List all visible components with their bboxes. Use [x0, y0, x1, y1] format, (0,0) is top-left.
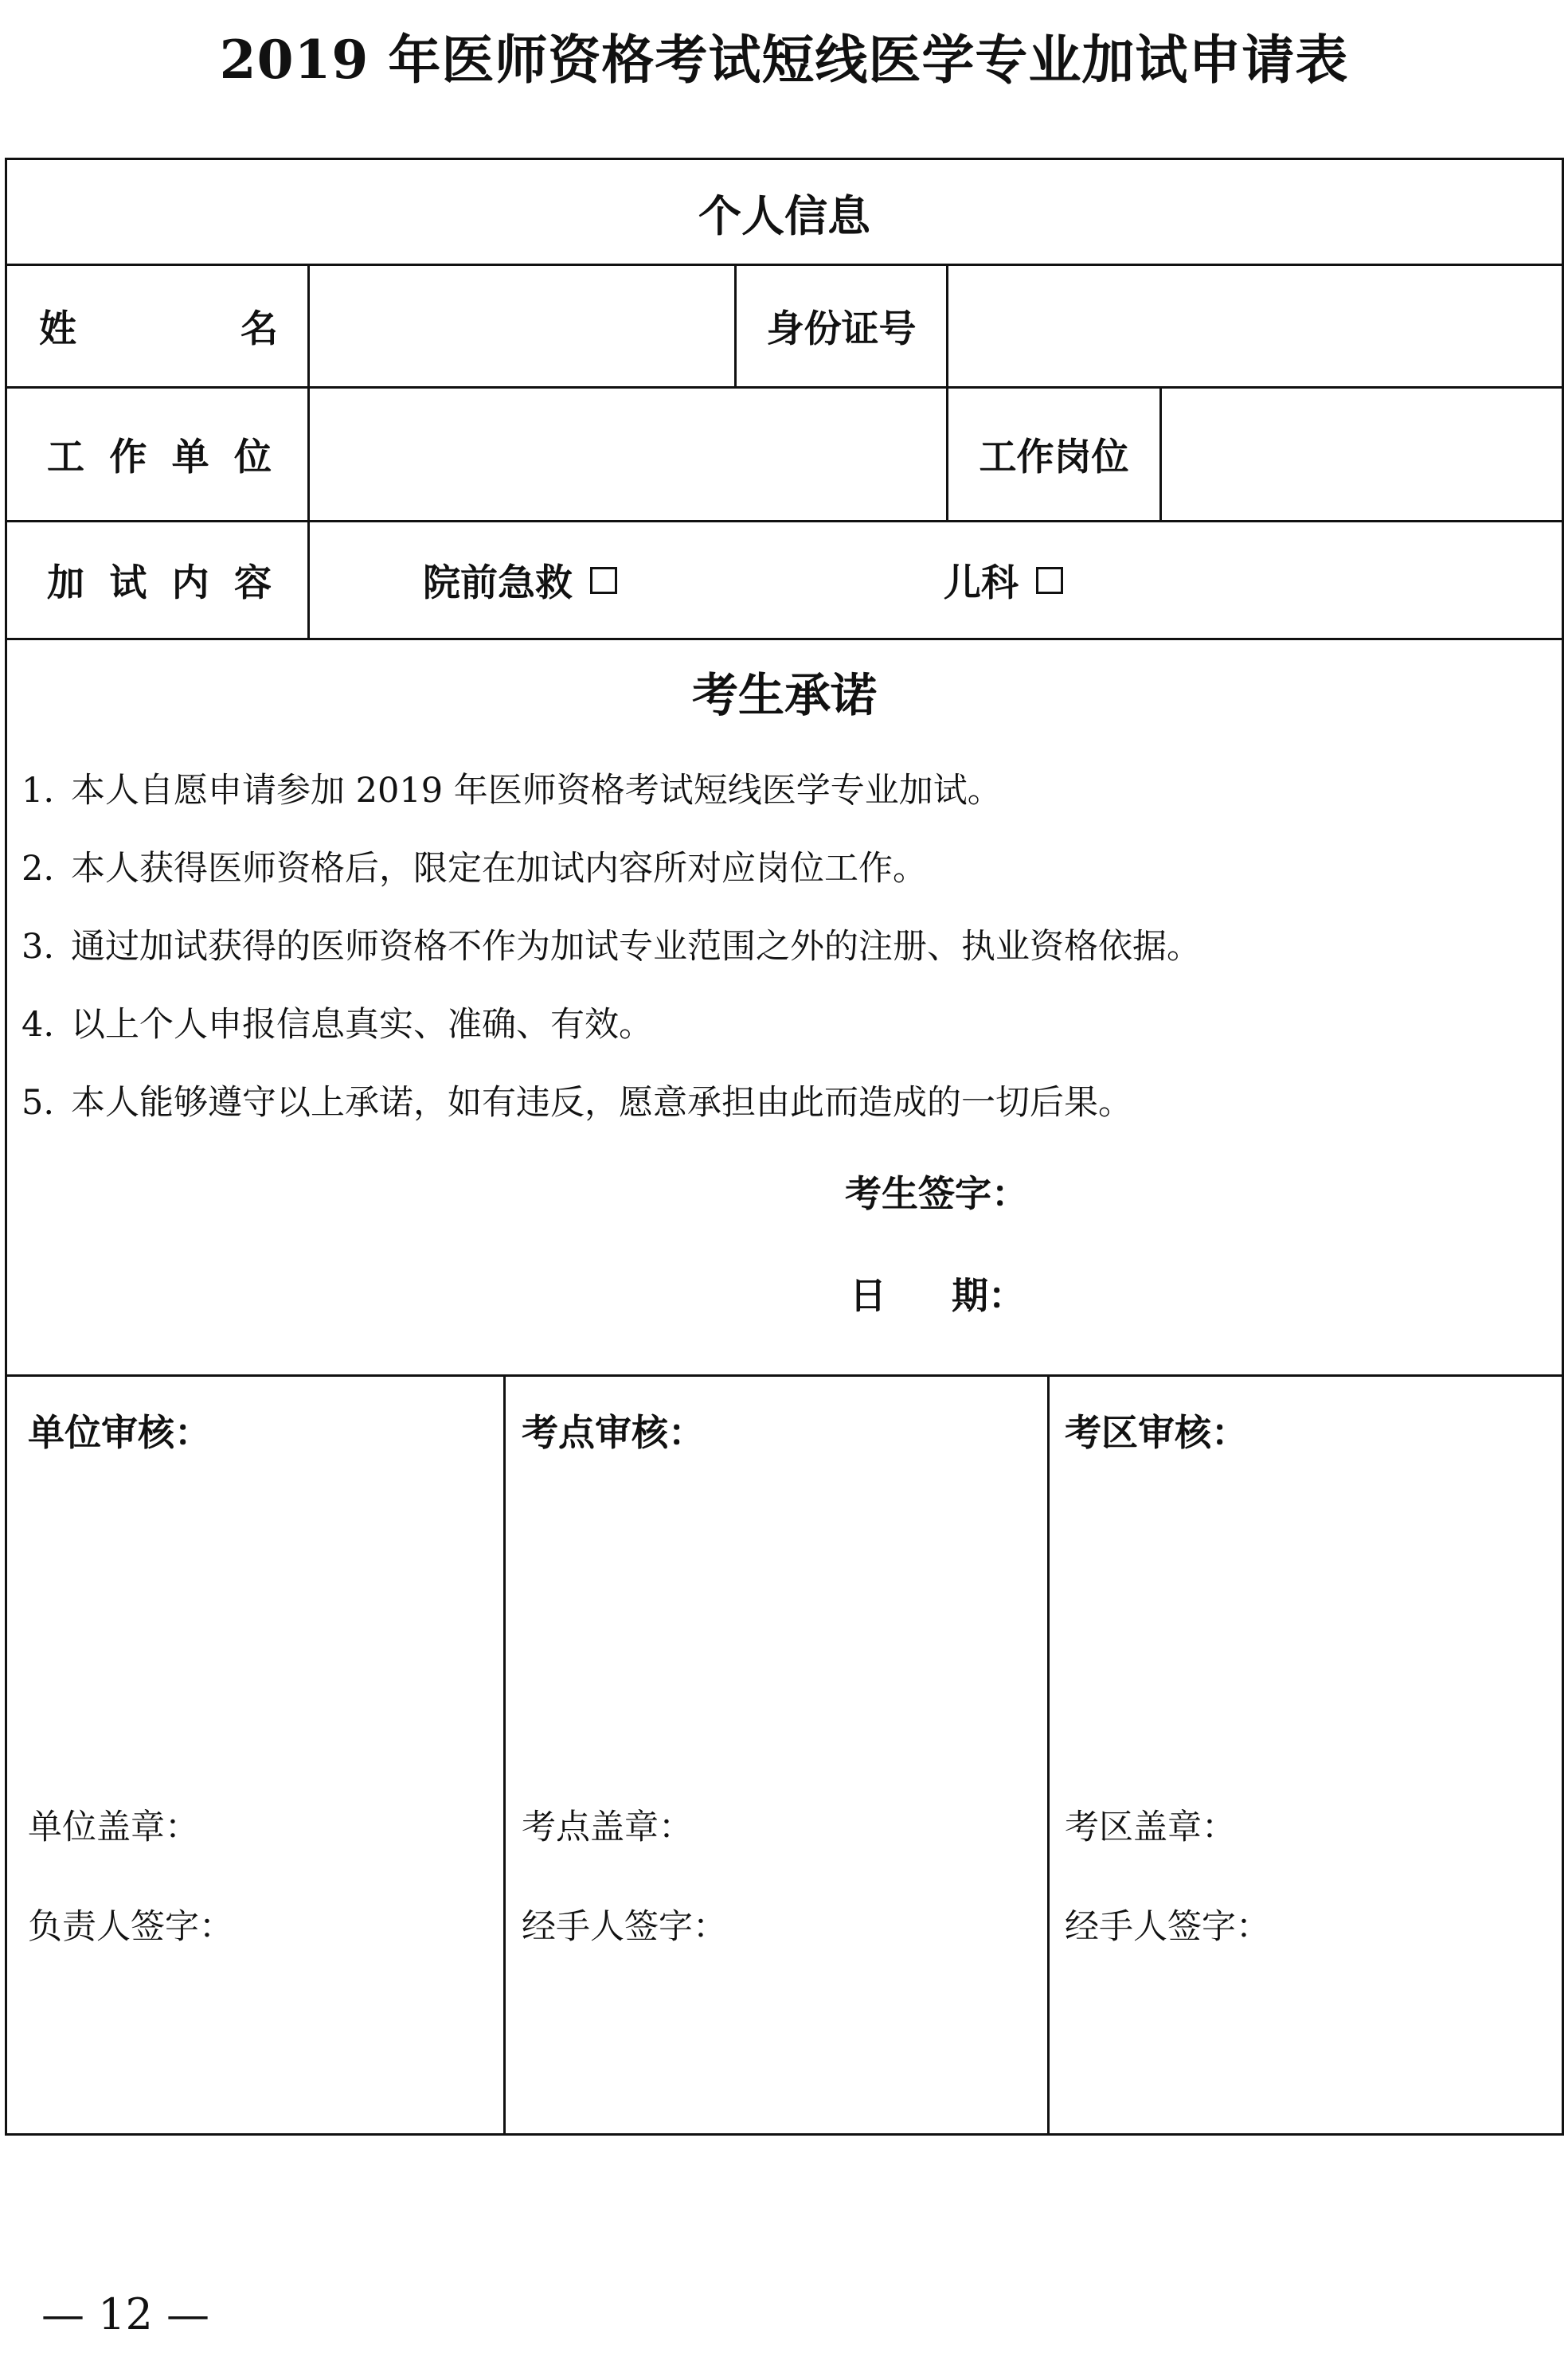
work-unit-label [47, 389, 272, 520]
work-unit-label-char: 工 [47, 436, 84, 479]
pledge-item [22, 998, 653, 1046]
column-divider [1047, 1374, 1050, 2136]
date-label [850, 1267, 1025, 1319]
option-emergency[interactable] [423, 522, 617, 638]
checkbox-pediatrics[interactable] [1036, 567, 1063, 594]
candidate-signature-label: 考生签字： [845, 1172, 1028, 1215]
pledge-item-number: 3. [22, 927, 55, 967]
work-unit-label-char: 作 [109, 436, 147, 479]
section-heading-pledge: 考生承诺 [691, 668, 877, 722]
pledge-item [22, 920, 1201, 968]
unit-review-title: 单位审核： [28, 1411, 211, 1454]
exam-content-label [47, 522, 272, 638]
pledge-item-text: 通过加试获得的医师资格不作为加试专业范围之外的注册、执业资格依据。 [71, 927, 1201, 967]
pledge-item-number: 1. [22, 771, 55, 811]
option-emergency-label: 院前急救 [423, 561, 573, 605]
date-label-char: 日 [850, 1274, 886, 1317]
work-post-field[interactable] [1162, 389, 1562, 520]
row-divider [7, 1374, 1562, 1377]
id-number-field[interactable] [948, 266, 1562, 386]
page-number: — 12 — [41, 2289, 210, 2339]
application-form [5, 158, 1564, 2136]
option-pediatrics-label: 儿科 [944, 561, 1019, 605]
name-label-char: 姓 [39, 307, 76, 351]
pledge-item-text: 本人自愿申请参加 2019 年医师资格考试短线医学专业加试。 [71, 771, 1002, 811]
name-label [39, 266, 278, 386]
site-stamp-label: 考点盖章： [522, 1808, 693, 1847]
exam-content-label-char: 加 [47, 561, 84, 605]
pledge-item [22, 842, 927, 890]
pledge-item-number: 5. [22, 1083, 55, 1123]
name-field[interactable] [310, 266, 734, 386]
pledge-item-text: 本人能够遵守以上承诺，如有违反，愿意承担由此而造成的一切后果。 [71, 1083, 1132, 1123]
unit-stamp-label: 单位盖章： [28, 1808, 199, 1847]
pledge-item [22, 1076, 1132, 1124]
site-signer-label: 经手人签字： [522, 1907, 727, 1947]
pledge-item-text: 本人获得医师资格后，限定在加试内容所对应岗位工作。 [71, 849, 927, 889]
exam-content-label-char: 试 [109, 561, 147, 605]
name-label-char: 名 [240, 307, 278, 351]
form-title: 2019 年医师资格考试短线医学专业加试申请表 [219, 29, 1349, 91]
checkbox-emergency[interactable] [590, 567, 617, 594]
unit-signer-label: 负责人签字： [28, 1907, 233, 1947]
work-unit-label-char: 单 [171, 436, 209, 479]
work-unit-field[interactable] [310, 389, 946, 520]
column-divider [503, 1374, 506, 2136]
option-pediatrics[interactable] [944, 522, 1063, 638]
date-label-char: 期： [952, 1274, 1025, 1317]
exam-content-label-char: 容 [233, 561, 272, 605]
work-unit-label-char: 位 [233, 436, 272, 479]
row-divider [7, 638, 1562, 640]
exam-content-label-char: 内 [171, 561, 209, 605]
site-review-title: 考点审核： [522, 1411, 705, 1454]
pledge-item-number: 2. [22, 849, 55, 889]
pledge-item-text: 以上个人申报信息真实、准确、有效。 [71, 1005, 653, 1045]
region-stamp-label: 考区盖章： [1065, 1808, 1236, 1847]
pledge-item [22, 764, 1002, 812]
pledge-item-number: 4. [22, 1005, 55, 1045]
section-heading-personal-info: 个人信息 [698, 190, 870, 241]
work-post-label: 工作岗位 [979, 436, 1129, 479]
id-number-label: 身份证号 [766, 307, 917, 351]
region-signer-label: 经手人签字： [1065, 1907, 1270, 1947]
region-review-title: 考区审核： [1065, 1411, 1248, 1454]
